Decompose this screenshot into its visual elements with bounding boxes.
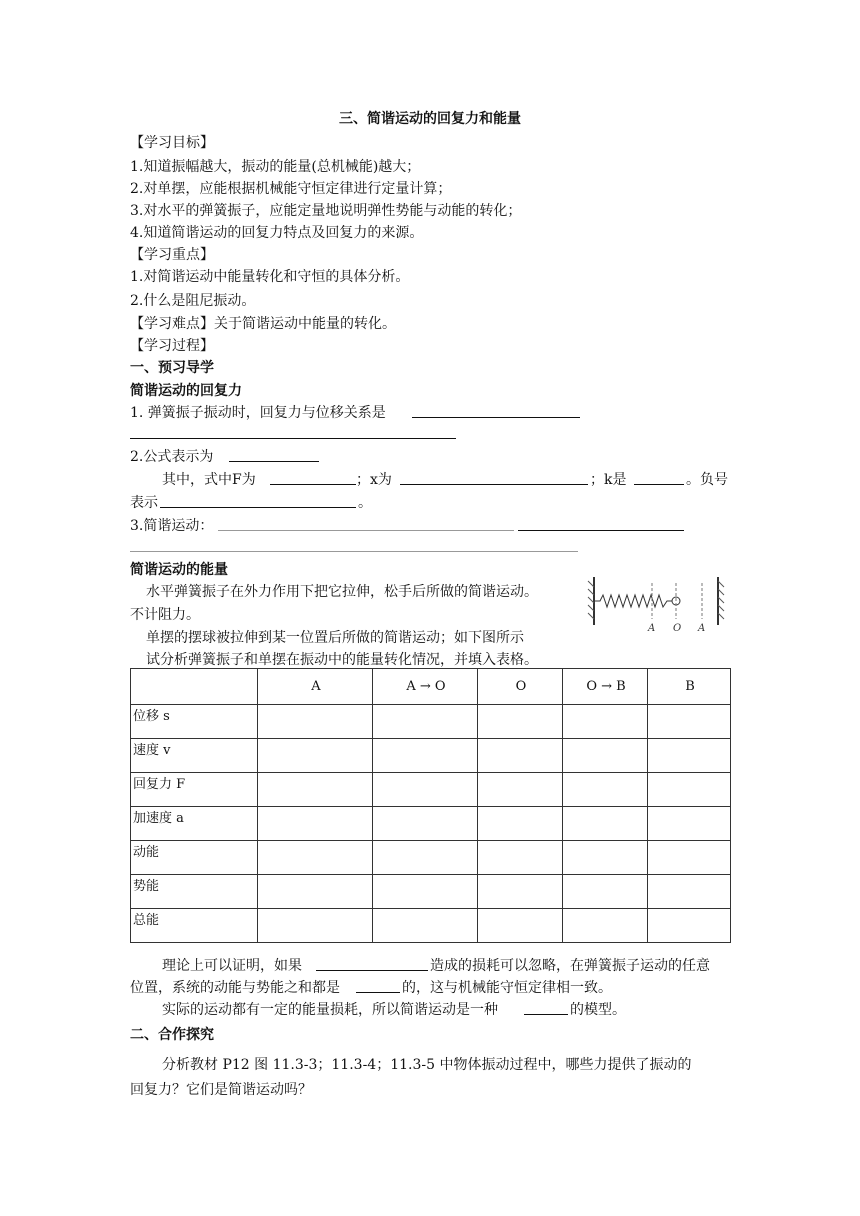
q2-text-a: 其中，式中F为: [162, 472, 256, 488]
table-row: [131, 705, 731, 739]
answer-blank[interactable]: [412, 417, 580, 418]
table-cell[interactable]: [373, 773, 478, 807]
table-cell[interactable]: [373, 739, 478, 773]
table-cell[interactable]: [478, 773, 563, 807]
after-table-2b: 的，这与机械能守恒定律相一致。: [402, 980, 612, 996]
sum-blank[interactable]: [356, 992, 400, 993]
table-cell[interactable]: [648, 705, 731, 739]
table-cell[interactable]: [648, 807, 731, 841]
table-cell[interactable]: [478, 705, 563, 739]
row-label: 势能: [131, 875, 258, 909]
table-cell[interactable]: [563, 773, 648, 807]
table-cell[interactable]: [648, 909, 731, 943]
figure-label-a-right: A: [698, 623, 706, 634]
row-label: 位移 s: [131, 705, 258, 739]
objective-item: 1.知道振幅越大，振动的能量(总机械能)越大；: [130, 159, 421, 175]
table-cell[interactable]: [563, 705, 648, 739]
question-2: 2.公式表示为: [130, 449, 214, 465]
f-blank[interactable]: [270, 484, 356, 485]
table-cell[interactable]: [563, 807, 648, 841]
key-points-heading: 【学习重点】: [130, 247, 214, 263]
table-cell[interactable]: [373, 909, 478, 943]
spring-oscillator-figure: [586, 575, 730, 637]
header-cell: A: [258, 669, 373, 705]
table-cell[interactable]: [258, 909, 373, 943]
table-cell[interactable]: [478, 875, 563, 909]
process-heading: 【学习过程】: [130, 338, 214, 354]
table-cell[interactable]: [258, 739, 373, 773]
row-label: 回复力 F: [131, 773, 258, 807]
question-3: 3.简谐运动：: [130, 518, 214, 534]
energy-paragraph-3: 试分析弹簧振子和单摆在振动中的能量转化情况，并填入表格。: [146, 652, 538, 668]
table-cell[interactable]: [648, 875, 731, 909]
figure-label-a-left: A: [648, 623, 656, 634]
table-cell[interactable]: [563, 909, 648, 943]
header-cell: B: [648, 669, 731, 705]
table-cell[interactable]: [563, 841, 648, 875]
table-cell[interactable]: [258, 807, 373, 841]
q2-text-d: 。负号: [686, 472, 728, 488]
table-cell[interactable]: [373, 807, 478, 841]
after-table-1a: 理论上可以证明，如果: [162, 958, 302, 974]
section1-heading: 一、预习导学: [130, 360, 214, 376]
q2-text-f: 。: [358, 495, 372, 511]
restoring-force-subheading: 简谐运动的回复力: [130, 383, 242, 399]
objective-item: 3.对水平的弹簧振子，应能定量地说明弹性势能与动能的转化；: [130, 203, 522, 219]
energy-table: [130, 668, 731, 943]
table-cell[interactable]: [648, 841, 731, 875]
energy-subheading: 简谐运动的能量: [130, 562, 228, 578]
key-point-item: 1.对简谐运动中能量转化和守恒的具体分析。: [130, 269, 410, 285]
q2-text-e: 表示: [130, 495, 158, 511]
table-cell[interactable]: [258, 841, 373, 875]
section2-paragraph-2: 回复力？它们是简谐运动吗？: [130, 1082, 312, 1098]
header-cell: O: [478, 669, 563, 705]
answer-blank[interactable]: [130, 551, 578, 552]
table-cell[interactable]: [373, 841, 478, 875]
table-cell[interactable]: [258, 773, 373, 807]
row-label: 总能: [131, 909, 258, 943]
section2-paragraph-1: 分析教材 P12 图 11.3-3；11.3-4；11.3-5 中物体振动过程中，哪些力提供了振动的: [162, 1057, 692, 1073]
sign-blank[interactable]: [160, 507, 356, 508]
answer-blank[interactable]: [518, 530, 684, 531]
table-cell[interactable]: [563, 739, 648, 773]
energy-paragraph-2: 单摆的摆球被拉伸到某一位置后所做的简谐运动；如下图所示: [146, 630, 524, 646]
table-row: [131, 909, 731, 943]
answer-blank[interactable]: [130, 438, 456, 439]
table-cell[interactable]: [478, 807, 563, 841]
answer-blank[interactable]: [218, 530, 514, 531]
question-1: 1. 弹簧振子振动时，回复力与位移关系是: [130, 405, 386, 421]
objective-item: 4.知道简谐运动的回复力特点及回复力的来源。: [130, 225, 424, 241]
table-row: [131, 807, 731, 841]
table-cell[interactable]: [478, 909, 563, 943]
table-cell[interactable]: [478, 739, 563, 773]
table-cell[interactable]: [373, 875, 478, 909]
header-cell: [131, 669, 258, 705]
after-table-3b: 的模型。: [570, 1002, 626, 1018]
q2-text-b: ；x为: [356, 472, 392, 488]
figure-label-o: O: [673, 623, 682, 634]
table-cell[interactable]: [563, 875, 648, 909]
table-cell[interactable]: [258, 705, 373, 739]
row-label: 加速度 a: [131, 807, 258, 841]
table-cell[interactable]: [648, 739, 731, 773]
table-cell[interactable]: [258, 875, 373, 909]
energy-paragraph-1b: 不计阻力。: [130, 607, 200, 623]
table-row: [131, 841, 731, 875]
table-header-row: [131, 669, 731, 705]
x-blank[interactable]: [400, 484, 588, 485]
after-table-3a: 实际的运动都有一定的能量损耗，所以简谐运动是一种: [162, 1002, 498, 1018]
header-cell: O → B: [563, 669, 648, 705]
key-point-item: 2.什么是阻尼振动。: [130, 293, 256, 309]
row-label: 动能: [131, 841, 258, 875]
table-cell[interactable]: [478, 841, 563, 875]
header-cell: A → O: [373, 669, 478, 705]
difficulty-line: 【学习难点】关于简谐运动中能量的转化。: [130, 316, 396, 332]
table-cell[interactable]: [648, 773, 731, 807]
table-cell[interactable]: [373, 705, 478, 739]
row-label: 速度 v: [131, 739, 258, 773]
table-row: [131, 739, 731, 773]
model-blank[interactable]: [524, 1014, 568, 1015]
k-blank[interactable]: [634, 484, 684, 485]
page-title: 三、简谐运动的回复力和能量: [339, 111, 521, 127]
objectives-heading: 【学习目标】: [130, 135, 214, 151]
formula-blank[interactable]: [229, 461, 319, 462]
objective-item: 2.对单摆，应能根据机械能守恒定律进行定量计算；: [130, 181, 452, 197]
after-table-2a: 位置，系统的动能与势能之和都是: [130, 980, 340, 996]
loss-blank[interactable]: [316, 970, 428, 971]
table-row: [131, 773, 731, 807]
after-table-1b: 造成的损耗可以忽略，在弹簧振子运动的任意: [430, 958, 710, 974]
q2-text-c: ；k是: [590, 472, 627, 488]
table-row: [131, 875, 731, 909]
section2-heading: 二、合作探究: [130, 1027, 214, 1043]
energy-paragraph-1: 水平弹簧振子在外力作用下把它拉伸，松手后所做的简谐运动。: [146, 584, 538, 600]
